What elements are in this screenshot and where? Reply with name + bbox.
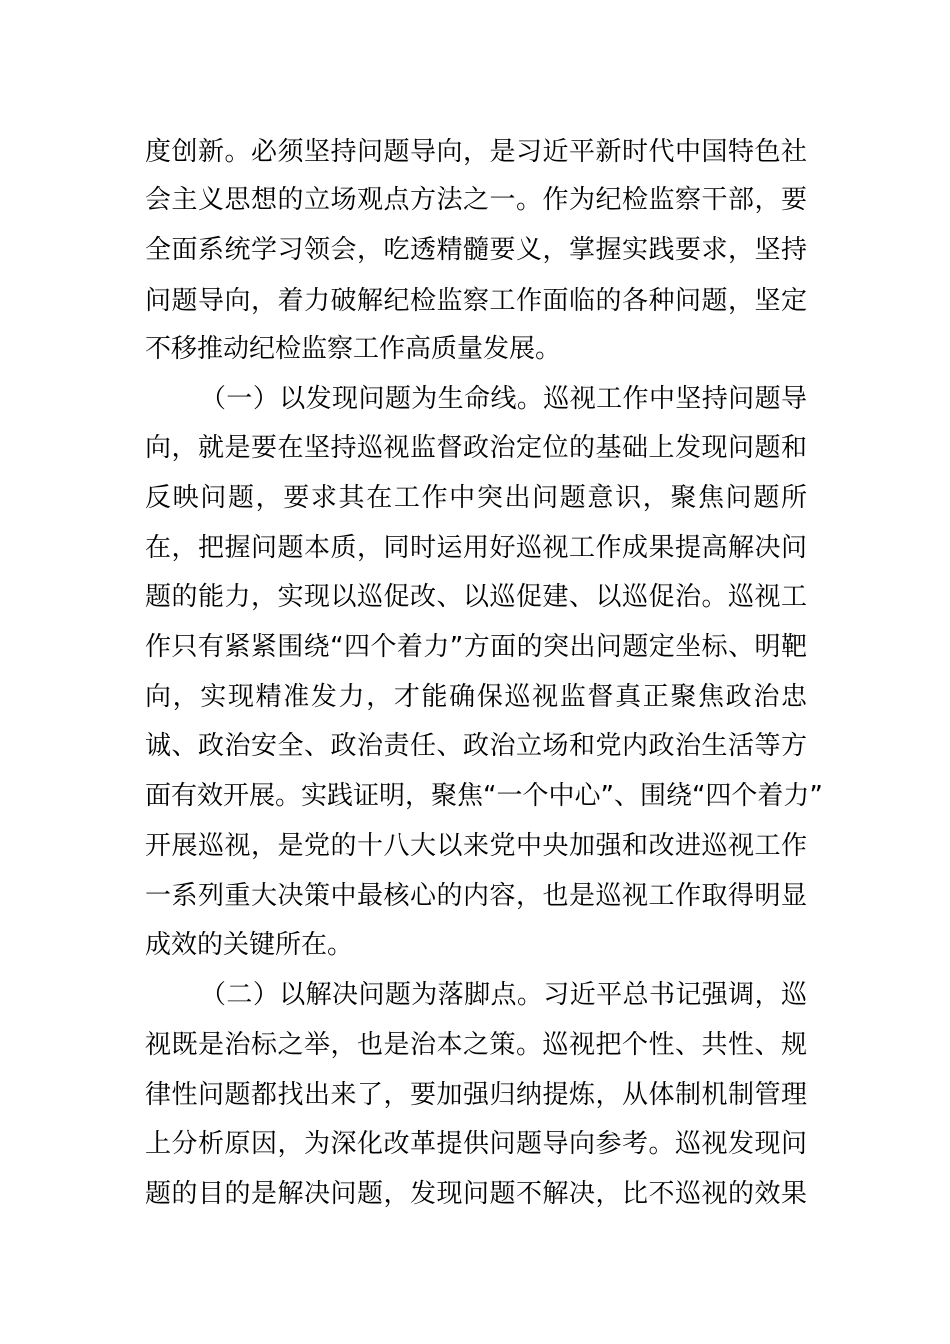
text-line: 问题导向，着力破解纪检监察工作面临的各种问题，坚定 <box>145 286 807 316</box>
text-line: 律性问题都找出来了，要加强归纳提炼，从体制机制管理 <box>145 1080 807 1110</box>
text-line: 不移推动纪检监察工作高质量发展。 <box>145 334 562 364</box>
text-line: 在，把握问题本质，同时运用好巡视工作成果提高解决问 <box>145 533 807 563</box>
text-line: 一系列重大决策中最核心的内容，也是巡视工作取得明显 <box>145 881 807 911</box>
text-line: 开展巡视，是党的十八大以来党中央加强和改进巡视工作 <box>145 831 807 861</box>
text-line: 向，就是要在坚持巡视监督政治定位的基础上发现问题和 <box>145 433 807 463</box>
text-line: 视既是治标之举，也是治本之策。巡视把个性、共性、规 <box>145 1030 807 1060</box>
section-heading-line: （一）以发现问题为生命线。巡视工作中坚持问题导 <box>200 384 807 414</box>
text-line: 会主义思想的立场观点方法之一。作为纪检监察干部，要 <box>145 185 807 215</box>
text-line: 成效的关键所在。 <box>145 930 354 960</box>
text-line: 题的目的是解决问题，发现问题不解决，比不巡视的效果 <box>145 1179 807 1209</box>
text-line: 上分析原因，为深化改革提供问题导向参考。巡视发现问 <box>145 1129 807 1159</box>
text-line: 向，实现精准发力，才能确保巡视监督真正聚焦政治忠 <box>145 682 807 712</box>
text-line: 诚、政治安全、政治责任、政治立场和党内政治生活等方 <box>145 731 807 761</box>
text-line: 反映问题，要求其在工作中突出问题意识，聚焦问题所 <box>145 483 807 513</box>
text-line: 度创新。必须坚持问题导向，是习近平新时代中国特色社 <box>145 137 807 167</box>
text-line: 作只有紧紧围绕“四个着力”方面的突出问题定坐标、明靶 <box>145 632 807 662</box>
text-line: 全面系统学习领会，吃透精髓要义，掌握实践要求，坚持 <box>145 235 807 265</box>
text-line: 题的能力，实现以巡促改、以巡促建、以巡促治。巡视工 <box>145 582 807 612</box>
text-line: 面有效开展。实践证明，聚焦“一个中心”、围绕“四个着力” <box>145 781 823 811</box>
section-heading-line: （二）以解决问题为落脚点。习近平总书记强调，巡 <box>200 980 807 1010</box>
